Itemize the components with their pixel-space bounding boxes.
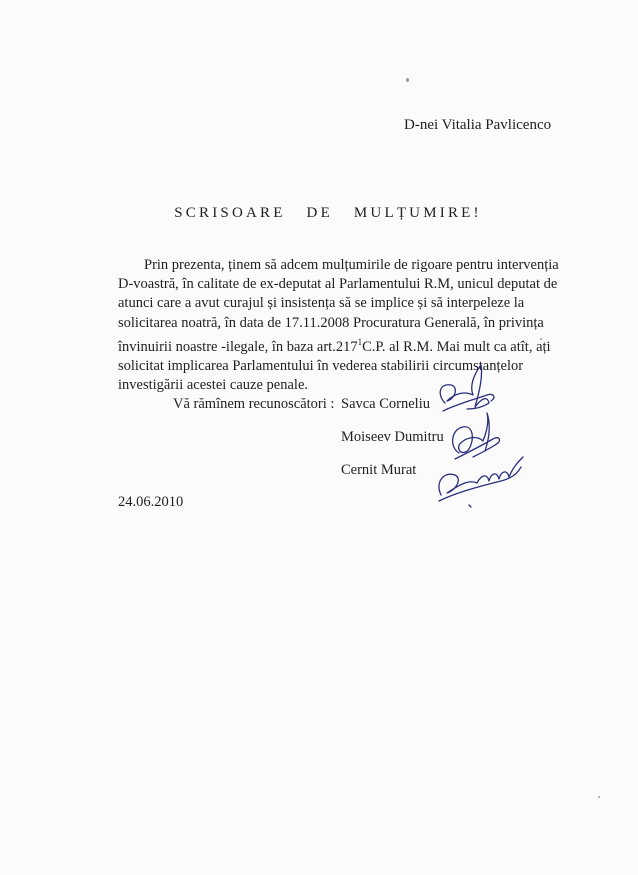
closing-line: Vă rămînem recunoscători : [173, 396, 335, 412]
signature-stroke [469, 505, 471, 507]
body-line: solicitarea noatră, în data de 17.11.2008 Procuratura Generală, în privința [118, 314, 544, 331]
signature-stroke [439, 467, 521, 501]
handwritten-signatures [425, 355, 535, 515]
body-line: atunci care a avut curajul și insistența să se implice și să interpeleze la [118, 295, 525, 312]
letter-date: 24.06.2010 [118, 494, 184, 510]
body-line: D-voastră, în calitate de ex-deputat al Parlamentului R.M, unicul deputat de [118, 276, 558, 293]
body-line: investigării acestei cauze penale. [118, 377, 309, 394]
scan-speck [406, 78, 409, 82]
scan-speck [598, 796, 600, 798]
recipient-line: D-nei Vitalia Pavlicenco [404, 117, 552, 133]
signatory-name: Savca Corneliu [341, 396, 430, 412]
body-line: Prin prezenta, ținem să adcem mulțumirile de rigoare pentru intervenția [144, 257, 559, 273]
signature-stroke [455, 438, 499, 459]
signature-stroke [453, 413, 490, 453]
signature-stroke [439, 457, 523, 495]
body-line: solicitat implicarea Parlamentului în vederea stabilirii circumstanțelor [118, 357, 524, 374]
signatory-name: Moiseev Dumitru [341, 429, 444, 445]
article-superscript: 1 [357, 336, 363, 347]
signatory-name: Cernit Murat [341, 462, 417, 478]
body-line: învinuirii noastre -ilegale, în baza art.217$^1$C.P. al R.M. Mai mult ca atît, ați [118, 336, 551, 355]
letter-title: SCRISOARE DE MULȚUMIRE! [174, 205, 482, 221]
